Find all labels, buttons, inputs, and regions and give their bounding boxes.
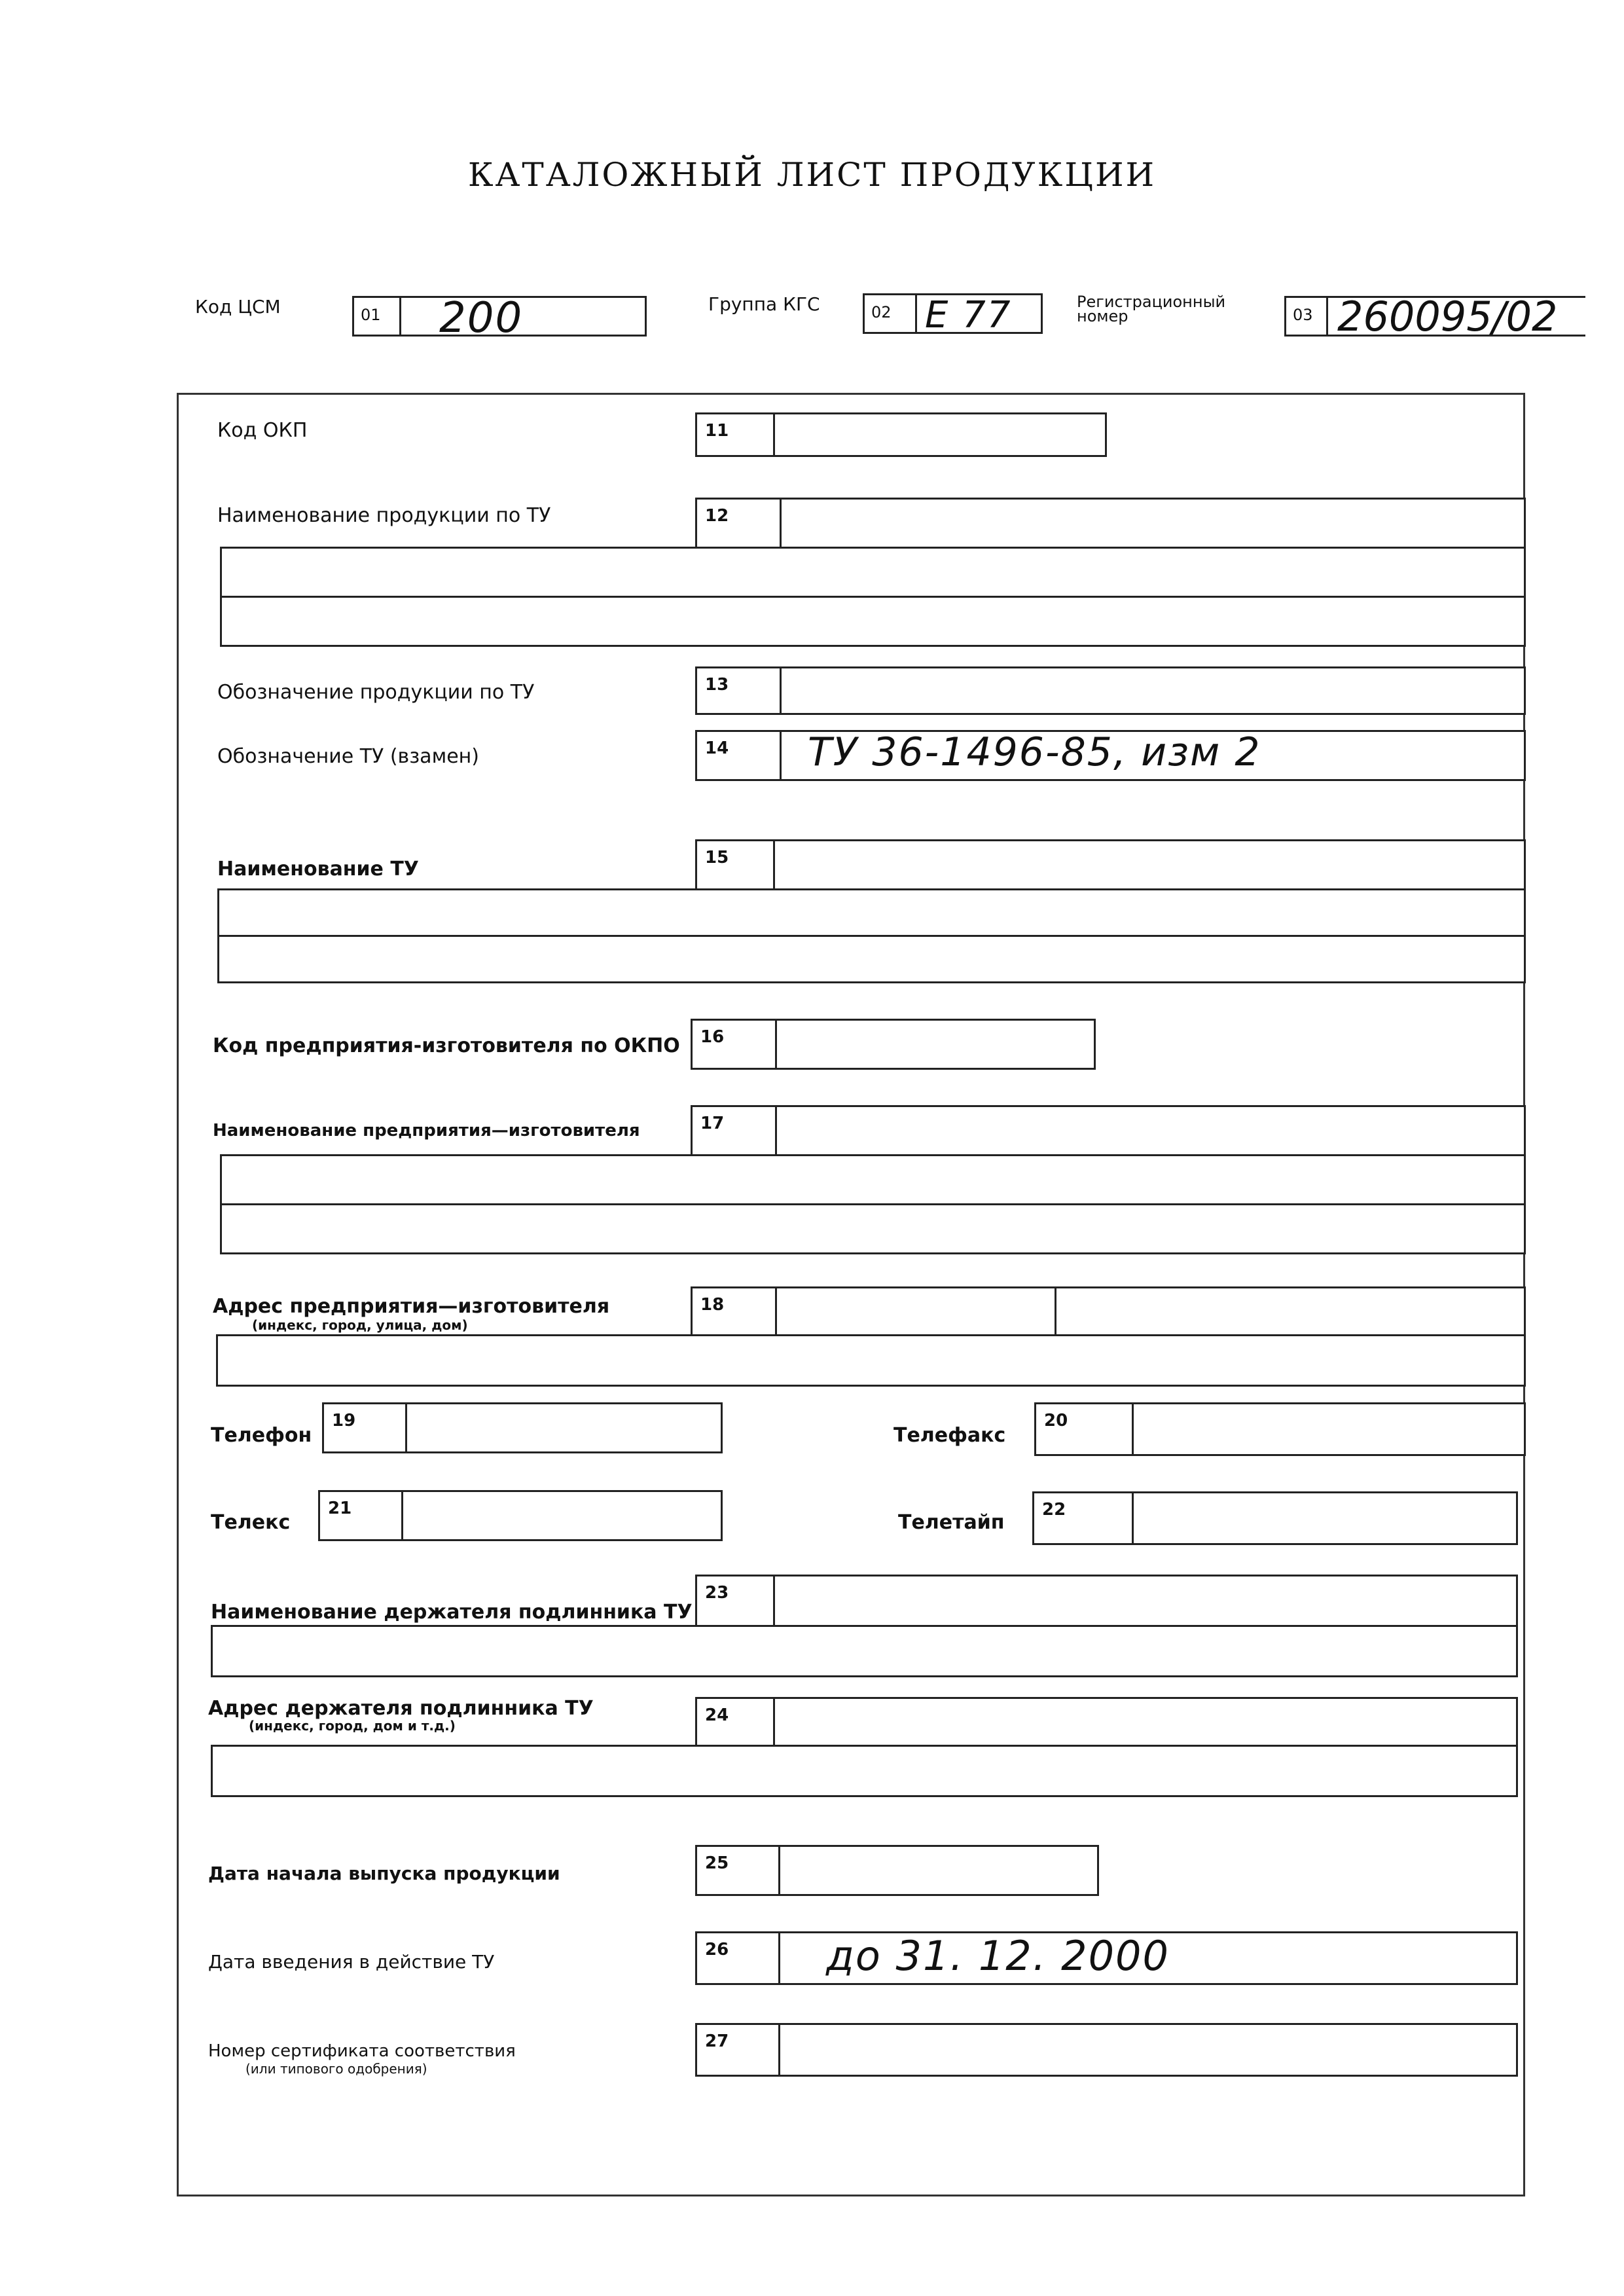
manufacturer-address-num: 18 xyxy=(691,1286,777,1336)
product-name-num: 12 xyxy=(695,498,782,549)
csm-value: 200 xyxy=(439,294,524,342)
reg-label: Регистрационный номер xyxy=(1077,293,1226,325)
tu-holder-address-input-1[interactable] xyxy=(773,1697,1518,1747)
telex-label: Телекс xyxy=(211,1511,291,1534)
product-designation-label: Обозначение продукции по ТУ xyxy=(217,681,535,704)
phone-num: 19 xyxy=(322,1402,407,1453)
teletype-input[interactable] xyxy=(1132,1491,1518,1545)
okp-num: 11 xyxy=(695,412,775,457)
manufacturer-name-label: Наименование предприятия—изготовителя xyxy=(213,1121,640,1140)
tu-effective-date-value: до 31. 12. 2000 xyxy=(826,1932,1170,1980)
tu-name-num: 15 xyxy=(695,839,775,890)
fax-input[interactable] xyxy=(1132,1402,1526,1456)
tu-effective-date-label: Дата введения в действие ТУ xyxy=(208,1951,495,1973)
kgs-value: Е 77 xyxy=(925,294,1012,337)
okp-label: Код ОКП xyxy=(217,419,308,442)
product-designation-num: 13 xyxy=(695,666,782,715)
tu-holder-address-input-2[interactable] xyxy=(211,1745,1518,1797)
tu-holder-name-input-1[interactable] xyxy=(773,1575,1518,1627)
tu-effective-date-input[interactable] xyxy=(778,1931,1518,1985)
product-name-input-2[interactable] xyxy=(220,547,1526,598)
product-designation-input[interactable] xyxy=(780,666,1526,715)
tu-name-input-2[interactable] xyxy=(217,888,1526,937)
certificate-number-sublabel: (или типового одобрения) xyxy=(245,2061,427,2077)
production-start-input[interactable] xyxy=(778,1845,1099,1896)
teletype-num: 22 xyxy=(1032,1491,1134,1545)
telex-input[interactable] xyxy=(401,1490,723,1541)
tu-designation-value: ТУ 36-1496-85, изм 2 xyxy=(808,729,1261,775)
okp-input[interactable] xyxy=(773,412,1107,457)
product-name-input-1[interactable] xyxy=(780,498,1526,549)
certificate-number-input[interactable] xyxy=(778,2023,1518,2077)
product-name-label: Наименование продукции по ТУ xyxy=(217,504,551,527)
tu-holder-address-sublabel: (индекс, город, дом и т.д.) xyxy=(249,1718,456,1734)
reg-field[interactable] xyxy=(1284,293,1585,340)
manufacturer-address-input-1[interactable] xyxy=(775,1286,1056,1336)
manufacturer-address-label: Адрес предприятия—изготовителя xyxy=(213,1295,610,1318)
telex-num: 21 xyxy=(318,1490,403,1541)
tu-holder-name-num: 23 xyxy=(695,1575,775,1627)
tu-designation-label: Обозначение ТУ (взамен) xyxy=(217,745,479,768)
production-start-num: 25 xyxy=(695,1845,780,1896)
phone-input[interactable] xyxy=(405,1402,723,1453)
reg-value: 260095/02 xyxy=(1337,293,1558,340)
certificate-number-label: Номер сертификата соответствия xyxy=(208,2041,516,2061)
csm-num: 01 xyxy=(354,298,401,335)
okpo-num: 16 xyxy=(691,1019,777,1070)
tu-name-label: Наименование ТУ xyxy=(217,858,419,881)
fax-num: 20 xyxy=(1034,1402,1134,1456)
kgs-label: Группа КГС xyxy=(708,293,820,315)
manufacturer-name-input-1[interactable] xyxy=(775,1105,1526,1156)
kgs-num: 02 xyxy=(865,295,917,332)
okpo-input[interactable] xyxy=(775,1019,1096,1070)
production-start-label: Дата начала выпуска продукции xyxy=(208,1863,560,1884)
manufacturer-address-input-2[interactable] xyxy=(1055,1286,1526,1336)
tu-name-input-3[interactable] xyxy=(217,935,1526,983)
reg-num: 03 xyxy=(1286,298,1328,335)
manufacturer-name-num: 17 xyxy=(691,1105,777,1156)
csm-field[interactable] xyxy=(352,294,647,342)
page-title: КАТАЛОЖНЫЙ ЛИСТ ПРОДУКЦИИ xyxy=(467,156,1157,194)
manufacturer-name-input-3[interactable] xyxy=(220,1203,1526,1254)
okpo-label: Код предприятия-изготовителя по ОКПО xyxy=(213,1034,680,1057)
tu-holder-name-input-2[interactable] xyxy=(211,1625,1518,1677)
manufacturer-address-input-3[interactable] xyxy=(216,1334,1526,1387)
teletype-label: Телетайп xyxy=(898,1511,1005,1534)
tu-name-input-1[interactable] xyxy=(773,839,1526,890)
tu-designation-num: 14 xyxy=(695,730,782,781)
kgs-field[interactable] xyxy=(863,293,1043,337)
tu-holder-name-label: Наименование держателя подлинника ТУ xyxy=(211,1601,693,1624)
tu-effective-date-num: 26 xyxy=(695,1931,780,1985)
fax-label: Телефакс xyxy=(893,1424,1006,1447)
tu-designation-input[interactable] xyxy=(780,730,1526,781)
certificate-number-num: 27 xyxy=(695,2023,780,2077)
product-name-input-3[interactable] xyxy=(220,596,1526,647)
manufacturer-name-input-2[interactable] xyxy=(220,1154,1526,1205)
tu-holder-address-num: 24 xyxy=(695,1697,775,1747)
tu-holder-address-label: Адрес держателя подлинника ТУ xyxy=(208,1697,594,1720)
csm-label: Код ЦСМ xyxy=(195,296,281,318)
manufacturer-address-sublabel: (индекс, город, улица, дом) xyxy=(252,1317,468,1333)
phone-label: Телефон xyxy=(211,1424,312,1447)
